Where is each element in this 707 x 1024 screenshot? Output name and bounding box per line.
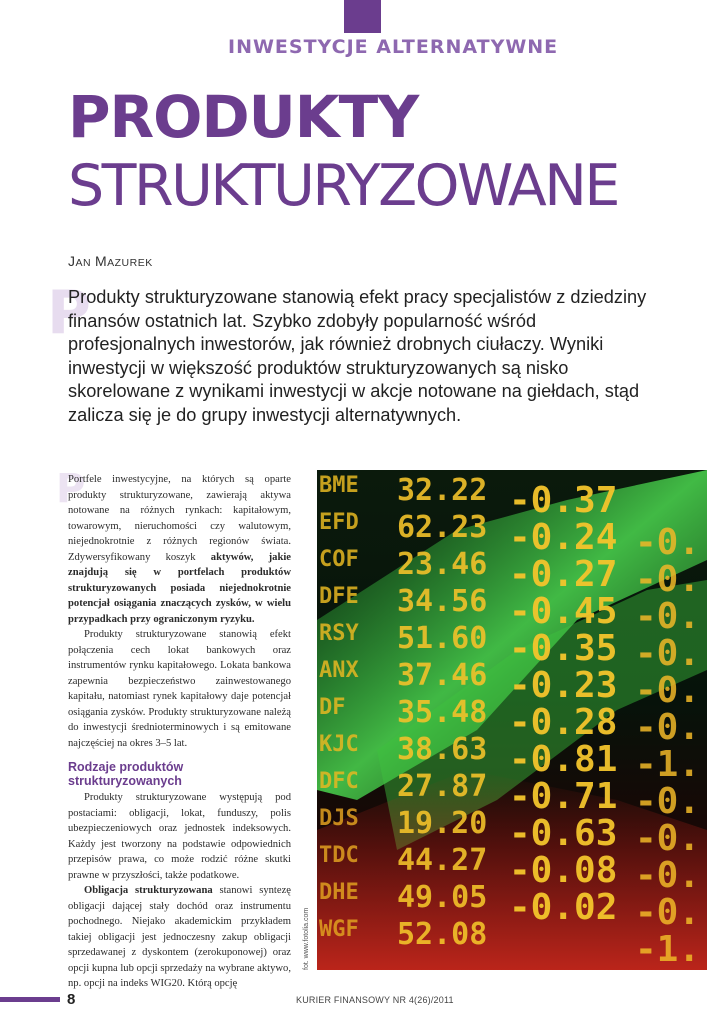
author-byline: JAN MAZUREK xyxy=(68,253,153,269)
ticker-price: 52.08 xyxy=(397,917,488,952)
ticker-change: -0.08 xyxy=(509,850,618,891)
ticker-price: 34.56 xyxy=(397,584,488,619)
ticker-price: 32.22 xyxy=(397,473,488,508)
page-title-line1: PRODUKTY xyxy=(68,83,419,151)
ticker-symbol: DHE xyxy=(319,880,359,905)
ticker-symbol: DF xyxy=(319,695,346,720)
ticker-price: 44.27 xyxy=(397,843,488,878)
ticker-change: -0.27 xyxy=(509,554,618,595)
ticker-symbol: RSY xyxy=(319,621,359,646)
ticker-price: 27.87 xyxy=(397,769,488,804)
ticker-change: -0.81 xyxy=(509,739,618,780)
ticker-change: -0.02 xyxy=(509,887,618,928)
body-dropcap: P xyxy=(56,466,86,512)
ticker-change-edge: -0. xyxy=(635,633,701,674)
section-label: INWESTYCJE ALTERNATYWNE xyxy=(228,36,559,58)
lead-paragraph: Produkty strukturyzowane stanowią efekt pracy specjalistów z dziedziny finansów ostatnich lat. Szybko zdobyły popularność wśród profesjonalnych inwestorów, jak również drobnych ciułaczy. Wyniki inwestycji w większość produktów strukturyzowanych są nisko skorelowane z wynikami inwestycji w akcje notowane na giełdach, stąd zalicza się je do grupy inwestycji alternatywnych. xyxy=(68,287,647,425)
ticker-change: -0.28 xyxy=(509,702,618,743)
ticker-change-edge: -0. xyxy=(635,781,701,822)
photo-credit: fot. www.fotolia.com xyxy=(303,907,310,970)
page-title-line2: STRUKTURYZOWANE xyxy=(68,153,618,219)
ticker-price: 23.46 xyxy=(397,547,488,582)
ticker-price: 49.05 xyxy=(397,880,488,915)
ticker-symbol: DFC xyxy=(319,769,359,794)
ticker-symbol: DFE xyxy=(319,584,359,609)
ticker-change: -0.71 xyxy=(509,776,618,817)
ticker-change-edge: -0. xyxy=(635,892,701,933)
body-paragraph-2: Produkty strukturyzowane stanowią efekt połączenia cech lokat bankowych oraz instrumentów rynku kapitałowego. Lokata bankowa zapewnia bezpieczeństwo zainwestowanego kapitału, natomiast rynek kapitałowy daje potencjał osiągania zysków. Produkty strukturyzowane należą do inwestycji średnioterminowych i są emitowane najczęściej na okres 3–5 lat. xyxy=(68,629,291,749)
ticker-change-edge: -0. xyxy=(635,559,701,600)
section-heading: Rodzaje produktów strukturyzowanych xyxy=(68,760,184,788)
ticker-symbol: BME xyxy=(319,473,359,498)
ticker-change: -0.63 xyxy=(509,813,618,854)
footer-accent-bar xyxy=(0,997,60,1002)
ticker-symbol: DJS xyxy=(319,806,359,831)
ticker-change-edge: -0. xyxy=(635,707,701,748)
ticker-change-edge: -0. xyxy=(635,855,701,896)
ticker-symbol: TDC xyxy=(319,843,359,868)
ticker-change-edge: -1. xyxy=(635,929,701,970)
ticker-change: -0.24 xyxy=(509,517,618,558)
ticker-change: -0.45 xyxy=(509,591,618,632)
ticker-change: -0.35 xyxy=(509,628,618,669)
ticker-symbol: EFD xyxy=(319,510,359,535)
ticker-change-edge: -0. xyxy=(635,818,701,859)
ticker-symbol: KJC xyxy=(319,732,359,757)
ticker-price: 62.23 xyxy=(397,510,488,545)
ticker-price: 19.20 xyxy=(397,806,488,841)
top-color-tab xyxy=(344,0,381,33)
ticker-change-edge: -0. xyxy=(635,522,701,563)
ticker-symbol: WGF xyxy=(319,917,359,942)
ticker-price: 51.60 xyxy=(397,621,488,656)
page-number: 8 xyxy=(67,991,76,1008)
ticker-change-edge: -1. xyxy=(635,744,701,785)
ticker-price: 38.63 xyxy=(397,732,488,767)
body-paragraph-4: Obligacja strukturyzowana stanowi syntezę obligacji dającej stały dochód oraz instrumentu pochodnego. Niejako akademickim przykładem takiej obligacji jest jednoczesny zakup obligacji sprzedawanej z dyskontem (zerokuponowej) oraz opcji kupna lub opcji sprzedaży na wybrane aktywo, np. opcji na indeks WIG20. Którą opcję xyxy=(68,885,291,989)
ticker-change-edge: -0. xyxy=(635,596,701,637)
ticker-symbol: ANX xyxy=(319,658,359,683)
ticker-change: -0.23 xyxy=(509,665,618,706)
ticker-price: 35.48 xyxy=(397,695,488,730)
stock-ticker-photo xyxy=(317,470,707,970)
body-paragraph-3: Produkty strukturyzowane występują pod postaciami: obligacji, lokat, funduszy, polis ubezpieczeniowych oraz jednostek indeksowych. Każdy jest tworzony na podstawie odpowiednich przepisów prawa, co może rodzić różne skutki prawne w przyszłości, także podatkowe. xyxy=(68,792,291,881)
lead-dropcap: P xyxy=(47,278,91,348)
ticker-symbol: COF xyxy=(319,547,359,572)
footer-publication: KURIER FINANSOWY NR 4(26)/2011 xyxy=(296,995,454,1005)
ticker-change: -0.37 xyxy=(509,480,618,521)
ticker-change-edge: -0. xyxy=(635,670,701,711)
body-paragraph-1: Portfele inwestycyjne, na których są oparte produkty strukturyzowane, zawierają aktywa notowane na różnych rynkach: kapitałowym, towarowym, nieruchomości czy walutowym, niejednokrotnie z różnych regionów świata. Zdywersyfikowany koszyk aktywów, jakie znajdują się w portfelach produktów strukturyzowanych posiada niejednokrotnie potencjał osiągania znaczących zysków, w wielu przypadkach przy ograniczonym ryzyku. xyxy=(68,474,292,625)
body-column xyxy=(68,472,291,992)
ticker-price: 37.46 xyxy=(397,658,488,693)
